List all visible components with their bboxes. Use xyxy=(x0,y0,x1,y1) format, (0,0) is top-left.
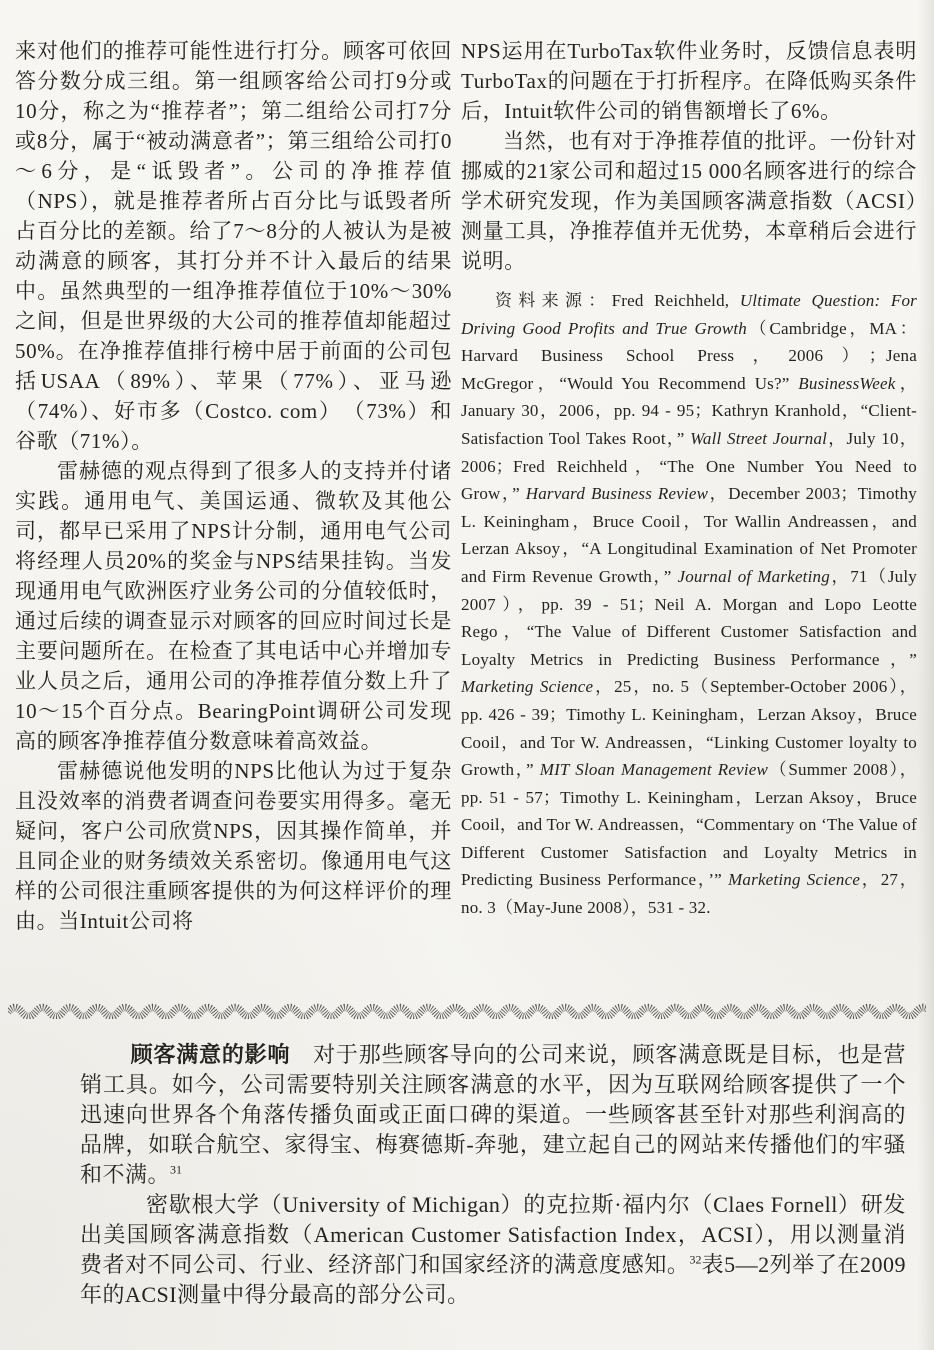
body-paragraph: 来对他们的推荐可能性进行打分。顾客可依回答分数分成三组。第一组顾客给公司打9分或10分，称之为“推荐者”；第二组给公司打7分或8分，属于“被动满意者”；第三组给公司打0～6分，是“诋毁者”。公司的净推荐值（NPS），就是推荐者所占百分比与诋毁者所占百分比的差额。给了7～8分的人被认为是被动满意的顾客，其打分并不计入最后的结果中。虽然典型的一组净推荐值位于10%～30%之间，但是世界级的大公司的推荐值却能超过50%。在净推荐值排行榜中居于前面的公司包括USAA（89%）、苹果（77%）、亚马逊（74%）、好市多（Costco. com） （73%）和谷歌（71%）。 xyxy=(15,39,452,453)
wavy-divider-path xyxy=(8,1008,926,1017)
body-paragraph: 当然，也有对于净推荐值的批评。一份针对挪威的21家公司和超过15 000名顾客进行的综合学术研究发现，作为美国顾客满意指数（ACSI）测量工具，净推荐值并无优势，本章稍后会进行说明。 xyxy=(461,129,917,273)
text-segment: （Summer 2008），pp. 51 - 57；Timothy L. Keiningham，Lerzan Aksoy，Bruce Cooil，and Tor W. Andreassen，“Commentary on ‘The Value of Different Customer Satisfaction and Loyalty Metrics in Predicting Business Performance，’” xyxy=(461,760,917,890)
text-segment: Journal of Marketing xyxy=(677,566,830,586)
right-column xyxy=(461,36,917,1004)
text-segment: Harvard Business Review xyxy=(525,484,709,504)
footnote-ref: 32 xyxy=(689,1252,702,1267)
text-segment: ，January 30，2006，pp. 94 - 95；Kathryn Kranhold，“Client-Satisfaction Tool Takes Root，” xyxy=(461,373,917,448)
bottom-section xyxy=(80,1040,906,1310)
text-segment: 表5—2列举了在2009年的ACSI测量中得分最高的部分公司。 xyxy=(80,1252,906,1307)
text-segment: MIT Sloan Management Review xyxy=(539,760,769,780)
text-segment: 密歇根大学（University of Michigan）的克拉斯·福内尔（Claes Fornell）研发出美国顾客满意指数（American Customer Satisfaction Index，ACSI），用以测量消费者对不同公司、行业、经济部门和国家经济的满意度感知。 xyxy=(80,1192,906,1277)
text-segment: Marketing Science xyxy=(461,677,594,697)
text-segment: ，December 2003；Timothy L. Keiningham，Bruce Cooil，Tor Wallin Andreassen，and Lerzan Aksoy，“A Longitudinal Examination of Net Promoter and Firm Revenue Growth，” xyxy=(461,484,917,586)
body-paragraph: 雷赫德说他发明的NPS比他认为过于复杂且没效率的消费者调查问卷要实用得多。毫无疑问，客户公司欣赏NPS，因其操作简单，并且同企业的财务绩效关系密切。像通用电气这样的公司很注重顾客提供的为何这样评价的理由。当Intuit公司将 xyxy=(15,759,452,933)
text-segment: Marketing Science xyxy=(728,870,861,890)
text-segment: （Cambridge，MA：Harvard Business School Press，2006）；Jena McGregor，“Would You Recommend Us?” xyxy=(461,318,917,393)
text-segment: ，July 10，2006；Fred Reichheld，“The One Number You Need to Grow，” xyxy=(461,428,917,504)
body-paragraph: 雷赫德的观点得到了很多人的支持并付诸实践。通用电气、美国运通、微软及其他公司，都早已采用了NPS计分制，通用电气公司将经理人员20%的奖金与NPS结果挂钩。当发现通用电气欧洲医疗业务公司的分值较低时，通过后续的调查显示对顾客的回应时间过长是主要问题所在。在检查了其电话中心并增加专业人员之后，通用公司的净推荐值分数上升了10～15个百分点。BearingPoint调研公司发现高的顾客净推荐值分数意味着高效益。 xyxy=(15,459,452,753)
text-segment: Ultimate Question: For Driving Good Profits and True Growth xyxy=(461,291,917,338)
text-segment: 资料来源：Fred Reichheld, xyxy=(495,291,740,310)
source-note xyxy=(461,287,917,922)
two-column-text-block xyxy=(15,36,917,1004)
wavy-divider xyxy=(8,999,926,1019)
text-segment: ，27，no. 3（May-June 2008），531 - 32. xyxy=(461,870,917,918)
text-segment: ，71（July 2007），pp. 39 - 51；Neil A. Morgan and Lopo Leotte Rego，“The Value of Different Customer Satisfaction and Loyalty Metrics in Predicting Business Performance，” xyxy=(461,566,917,669)
text-segment: Wall Street Journal xyxy=(690,428,828,448)
footnote-ref: 31 xyxy=(170,1162,183,1177)
text-segment: ，25，no. 5（September-October 2006），pp. 426 - 39；Timothy L. Keiningham，Lerzan Aksoy，Bruce Cooil，and Tor W. Andreassen，“Linking Customer loyalty to Growth，” xyxy=(461,677,917,780)
section-paragraph xyxy=(80,1190,906,1310)
body-paragraph: NPS运用在TurboTax软件业务时，反馈信息表明TurboTax的问题在于打折程序。在降低购买条件后，Intuit软件公司的销售额增长了6%。 xyxy=(461,39,917,123)
text-segment: BusinessWeek xyxy=(798,373,896,393)
run-in-heading: 顾客满意的影响 xyxy=(130,1042,291,1067)
page-edge-shade xyxy=(918,0,934,1350)
section-paragraph xyxy=(80,1040,906,1190)
text-segment: 对于那些顾客导向的公司来说，顾客满意既是目标，也是营销工具。如今，公司需要特别关注顾客满意的水平，因为互联网给顾客提供了一个迅速向世界各个角落传播负面或正面口碑的渠道。一些顾客甚至针对那些利润高的品牌，如联合航空、家得宝、梅赛德斯-奔驰，建立起自己的网站来传播他们的牢骚和不满。 xyxy=(80,1042,906,1187)
left-column xyxy=(15,36,452,1004)
